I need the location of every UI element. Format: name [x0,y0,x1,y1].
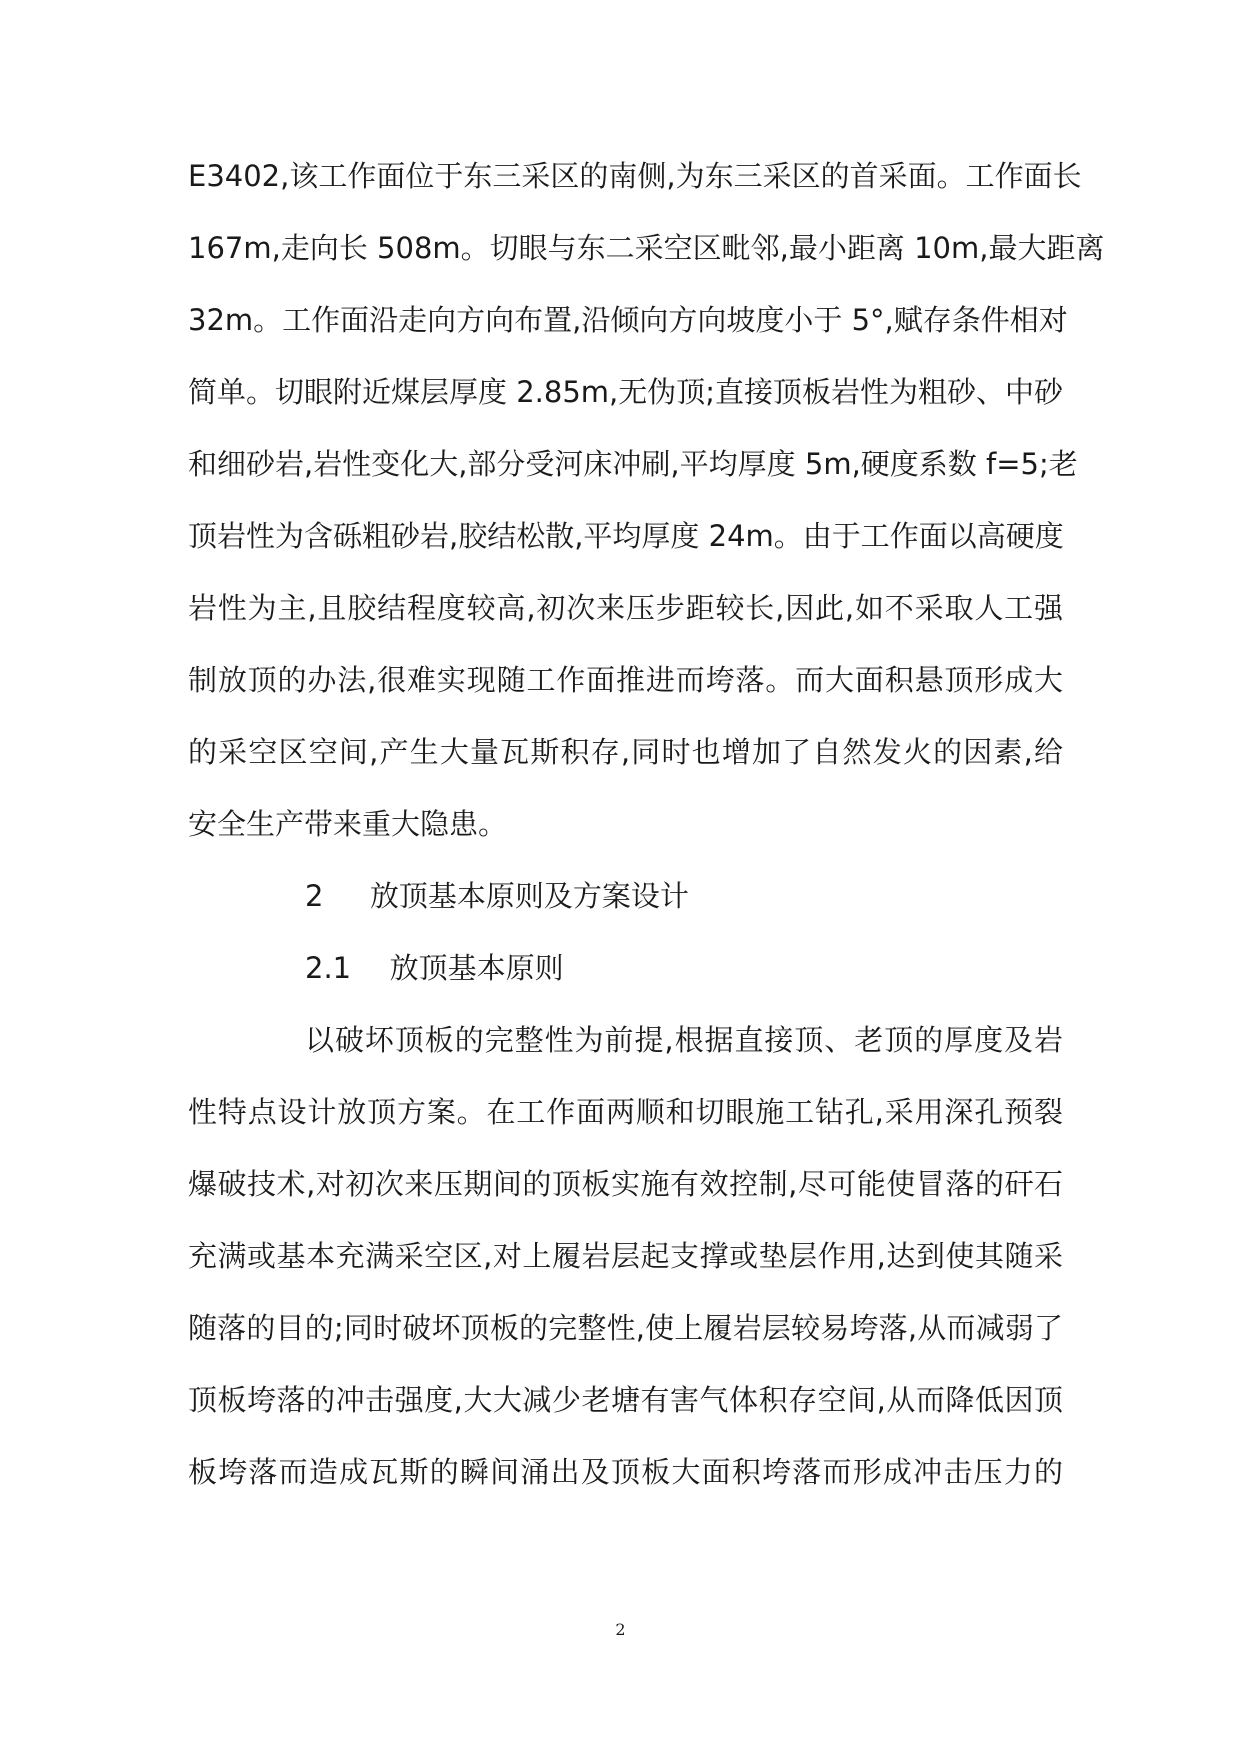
paragraph-line: 性特点设计放顶方案。在工作面两顺和切眼施工钻孔,采用深孔预裂 [188,1095,1063,1129]
subsection-heading [305,948,564,988]
paragraph-line: 32m。工作面沿走向方向布置,沿倾向方向坡度小于 5°,赋存条件相对 [188,303,1068,337]
paragraph-line: E3402,该工作面位于东三采区的南侧,为东三采区的首采面。工作面长 [188,159,1082,193]
page-number: 2 [615,1620,626,1639]
subsection-title: 放顶基本原则 [389,951,564,985]
paragraph-line: 以破坏顶板的完整性为前提,根据直接顶、老顶的厚度及岩 [305,1023,1063,1057]
section-number: 2 [305,879,324,913]
paragraph-line: 随落的目的;同时破坏顶板的完整性,使上履岩层较易垮落,从而减弱了 [188,1311,1063,1345]
paragraph-line: 爆破技术,对初次来压期间的顶板实施有效控制,尽可能使冒落的矸石 [188,1167,1063,1201]
paragraph-line: 板垮落而造成瓦斯的瞬间涌出及顶板大面积垮落而形成冲击压力的 [188,1455,1063,1489]
section-title: 放顶基本原则及方案设计 [369,879,689,913]
paragraph-line: 顶岩性为含砾粗砂岩,胶结松散,平均厚度 24m。由于工作面以高硬度 [188,519,1064,553]
paragraph-line: 和细砂岩,岩性变化大,部分受河床冲刷,平均厚度 5m,硬度系数 f=5;老 [188,447,1078,481]
paragraph-line: 简单。切眼附近煤层厚度 2.85m,无伪顶;直接顶板岩性为粗砂、中砂 [188,375,1064,409]
subsection-number: 2.1 [305,951,352,985]
section-heading [305,876,689,916]
paragraph-line: 顶板垮落的冲击强度,大大减少老塘有害气体积存空间,从而降低因顶 [188,1383,1063,1417]
paragraph-line: 167m,走向长 508m。切眼与东二采空区毗邻,最小距离 10m,最大距离 [188,231,1105,265]
paragraph-line: 制放顶的办法,很难实现随工作面推进而垮落。而大面积悬顶形成大 [188,663,1063,697]
paragraph-line: 充满或基本充满采空区,对上履岩层起支撑或垫层作用,达到使其随采 [188,1239,1063,1273]
paragraph-line: 安全生产带来重大隐患。 [188,807,508,841]
paragraph-line: 岩性为主,且胶结程度较高,初次来压步距较长,因此,如不采取人工强 [188,591,1063,625]
paragraph-line: 的采空区空间,产生大量瓦斯积存,同时也增加了自然发火的因素,给 [188,735,1063,769]
